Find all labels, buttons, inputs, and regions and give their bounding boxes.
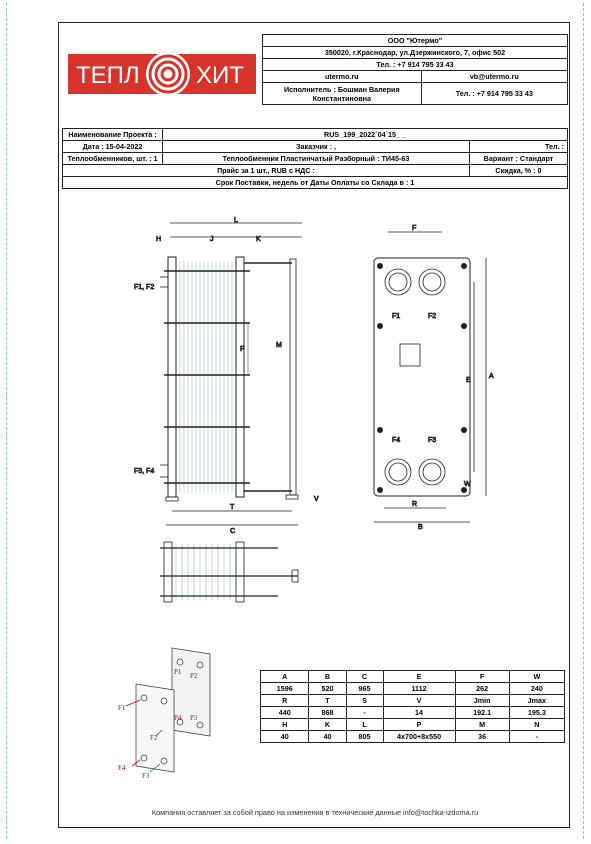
side-view-drawing [130, 215, 340, 535]
label-P: P [240, 346, 245, 353]
label-V: V [314, 496, 319, 503]
dims-cell: 805 [346, 731, 383, 743]
plate-flow-schematic [110, 640, 220, 780]
label-A: A [489, 373, 494, 380]
label-C: C [230, 528, 236, 535]
label-K: K [256, 236, 261, 243]
company-site[interactable]: utermo.ru [263, 71, 422, 83]
dims-row [261, 695, 565, 707]
executor-phone: Тел. : +7 914 795 33 43 [421, 83, 567, 105]
dims-cell: 40 [261, 731, 309, 743]
label-F4: F4 [392, 437, 401, 444]
label-F: F [412, 225, 417, 232]
dims-cell: H [261, 719, 309, 731]
dims-cell: - [509, 731, 564, 743]
footer-disclaimer: Компания оставляет за собой право на изменения в технические данные info@tochka-izdoma.ru [151, 808, 479, 817]
dims-cell: 195.3 [509, 707, 564, 719]
dims-cell: 192.1 [455, 707, 509, 719]
label-E: E [466, 377, 471, 384]
label-P2: P2 [190, 672, 198, 680]
dims-cell: 965 [346, 683, 383, 695]
logo-text-left: ТЕПЛ [76, 62, 140, 89]
dims-cell: C [346, 671, 383, 683]
executor: Исполнитель : Бошман Валерия Константиновна [263, 83, 422, 105]
dims-cell: 440 [261, 707, 309, 719]
company-info-table [262, 34, 568, 105]
label-J: J [210, 236, 214, 243]
label-plate-F3: F3 [142, 772, 150, 780]
dims-cell: - [346, 707, 383, 719]
dims-cell: Jmax [509, 695, 564, 707]
label-T: T [230, 504, 235, 511]
label-plate-F1: F1 [118, 704, 126, 712]
label-M: M [276, 342, 282, 349]
dims-cell: 262 [455, 683, 509, 695]
project-exchanger: Теплообменник Пластинчатый Разборный : ТИ45-63 [163, 153, 470, 165]
dims-cell: P [383, 719, 455, 731]
project-phone: Тел. : [470, 141, 568, 153]
label-P1: P1 [174, 668, 182, 676]
dims-cell: 520 [309, 683, 346, 695]
project-table [62, 128, 568, 189]
label-P4: P4 [174, 714, 182, 722]
dims-cell: 36 [455, 731, 509, 743]
dims-cell: 1596 [261, 683, 309, 695]
dims-cell: K [309, 719, 346, 731]
company-address: 350020, г.Краснодар, ул.Дзержинского, 7, офис 502 [263, 47, 568, 59]
label-B: B [418, 524, 423, 530]
dims-row [261, 707, 565, 719]
dims-cell: B [309, 671, 346, 683]
company-email[interactable]: vb@utermo.ru [421, 71, 567, 83]
project-discount: Скидка, % : 0 [470, 165, 568, 177]
dims-cell: 4x700+8x550 [383, 731, 455, 743]
label-F3F4: F3, F4 [134, 468, 155, 475]
company-name: ООО "Ютермо" [263, 35, 568, 47]
dims-cell: N [509, 719, 564, 731]
dims-cell: 14 [383, 707, 455, 719]
project-units: Теплообменников, шт. : 1 [63, 153, 163, 165]
company-phone: Тел. : +7 914 795 33 43 [263, 59, 568, 71]
dims-cell: A [261, 671, 309, 683]
dims-cell: L [346, 719, 383, 731]
dims-cell: Jmin [455, 695, 509, 707]
dims-cell: T [309, 695, 346, 707]
project-variant: Вариант : Стандарт [470, 153, 568, 165]
dims-row [261, 671, 565, 683]
label-W: W [464, 481, 471, 488]
dims-cell: R [261, 695, 309, 707]
project-name-value: RUS_199_2022`04`15_ _ [163, 129, 568, 141]
label-F1: F1 [392, 313, 401, 320]
project-price: Прайс за 1 шт., RUB с НДС : [63, 165, 470, 177]
dims-cell: S [346, 695, 383, 707]
dims-cell: 240 [509, 683, 564, 695]
dims-row [261, 719, 565, 731]
project-customer: Заказчик : , [163, 141, 470, 153]
top-view-drawing [158, 536, 308, 606]
dims-cell: W [509, 671, 564, 683]
logo-text-right: ХИТ [196, 62, 244, 89]
project-delivery: Срок Поставки, недель от Даты Оплаты со Склада в : 1 [63, 177, 568, 189]
dims-row [261, 731, 565, 743]
label-plate-F4: F4 [118, 764, 126, 772]
project-date: Дата : 15-04-2022 [63, 141, 163, 153]
label-L: L [234, 217, 238, 224]
dimensions-table [260, 670, 565, 743]
dims-cell: M [455, 719, 509, 731]
label-H: H [156, 236, 162, 243]
dims-cell: E [383, 671, 455, 683]
project-name-label: Наименование Проекта : [63, 129, 163, 141]
dims-row [261, 683, 565, 695]
label-plate-F2: F2 [150, 734, 158, 742]
dims-cell: F [455, 671, 509, 683]
label-F2: F2 [428, 313, 437, 320]
company-logo [68, 48, 256, 100]
label-P3: P3 [190, 714, 198, 722]
dims-cell: V [383, 695, 455, 707]
dims-cell: 1112 [383, 683, 455, 695]
label-F1F2: F1, F2 [134, 284, 155, 291]
label-R: R [412, 501, 418, 508]
front-view-drawing [370, 220, 500, 530]
dims-cell: 40 [309, 731, 346, 743]
dims-cell: 868 [309, 707, 346, 719]
label-F3: F3 [428, 437, 437, 444]
